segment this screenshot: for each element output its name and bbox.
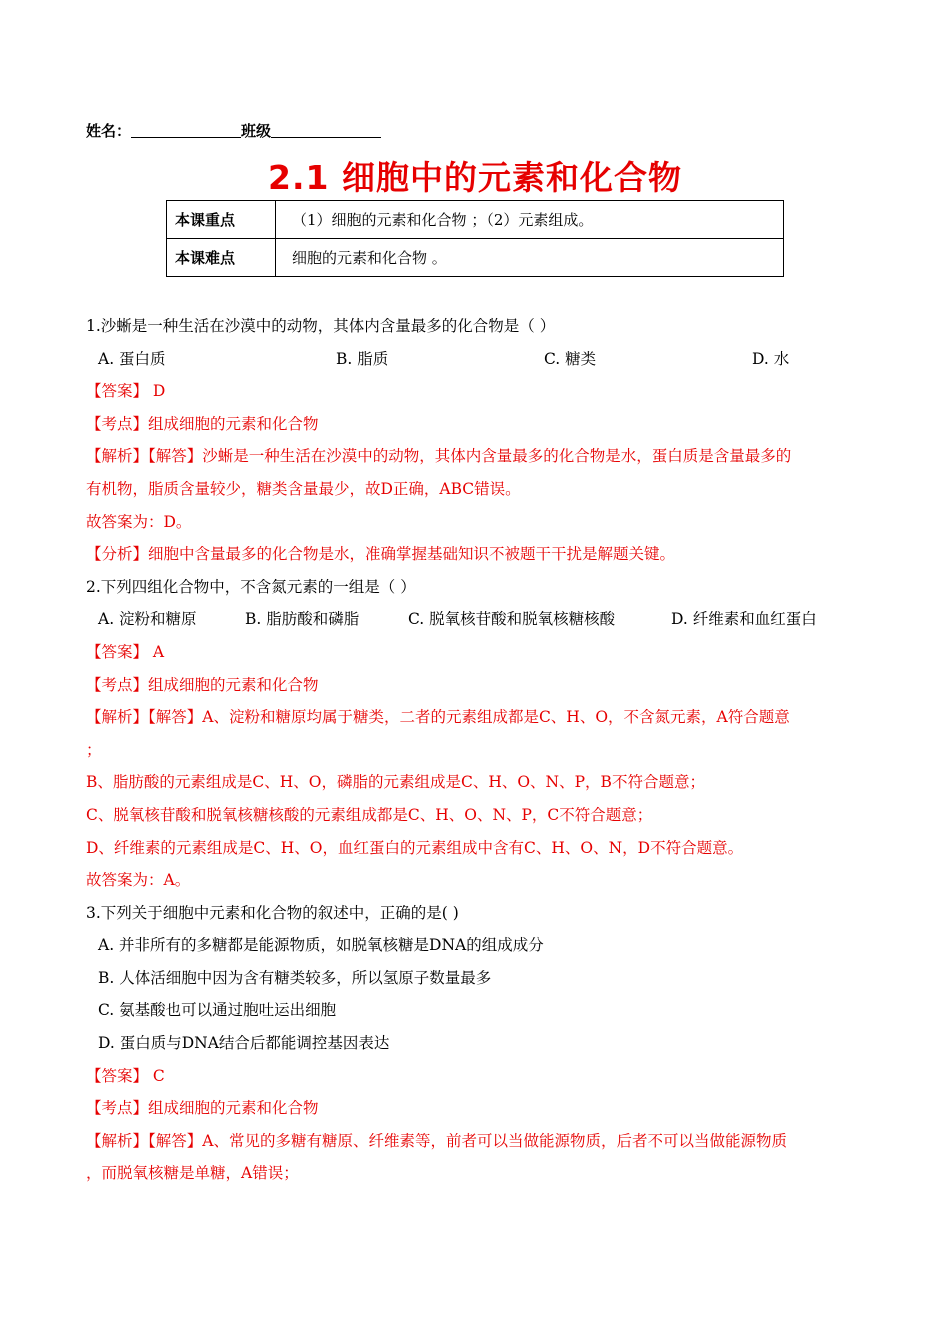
q1-option-b: B. 脂质 xyxy=(336,349,389,368)
q3-point: 【考点】组成细胞的元素和化合物 xyxy=(86,1099,319,1118)
q2-option-a: A. 淀粉和糖原 xyxy=(98,610,197,629)
q2-analysis-line: D、纤维素的元素组成是C、H、O，血红蛋白的元素组成中含有C、H、O、N，D不符合题意。 xyxy=(86,838,744,857)
q3-option-b: B. 人体活细胞中因为含有糖类较多，所以氢原子数量最多 xyxy=(98,968,492,987)
q2-point: 【考点】组成细胞的元素和化合物 xyxy=(86,675,319,694)
q3-stem: 3.下列关于细胞中元素和化合物的叙述中，正确的是( ) xyxy=(86,903,459,922)
q1-comment: 【分析】细胞中含量最多的化合物是水，准确掌握基础知识不被题干干扰是解题关键。 xyxy=(86,545,676,564)
q1-option-d: D. 水 xyxy=(752,349,790,368)
student-info-line xyxy=(86,120,381,141)
q3-option-c: C. 氨基酸也可以通过胞吐运出细胞 xyxy=(98,1001,337,1020)
q2-analysis-line: 【解析】【解答】A、淀粉和糖原均属于糖类，二者的元素组成都是C、H、O，不含氮元素，A符合题意 xyxy=(86,708,790,727)
q2-answer: 【答案】 A xyxy=(86,642,165,661)
q2-option-c: C. 脱氧核苷酸和脱氧核糖核酸 xyxy=(408,610,616,629)
name-blank xyxy=(131,123,241,138)
q2-option-d: D. 纤维素和血红蛋白 xyxy=(671,610,817,629)
q3-option-d: D. 蛋白质与DNA结合后都能调控基因表达 xyxy=(98,1034,390,1053)
q3-analysis-line: ，而脱氧核糖是单糖，A错误； xyxy=(86,1164,299,1183)
lesson-title: 2.1 细胞中的元素和化合物 xyxy=(268,158,682,197)
q2-analysis-line: C、脱氧核苷酸和脱氧核糖核酸的元素组成都是C、H、O、N、P，C不符合题意； xyxy=(86,805,653,824)
q1-analysis-line: 有机物，脂质含量较少，糖类含量最少，故D正确，ABC错误。 xyxy=(86,479,521,498)
key-row xyxy=(167,201,784,239)
key-point-label: 本课重点 xyxy=(167,201,276,239)
lesson-key-table xyxy=(166,200,784,277)
class-label: 班级 xyxy=(241,122,272,140)
q1-conclusion: 故答案为：D。 xyxy=(86,512,192,531)
class-blank xyxy=(271,123,381,138)
q1-point: 【考点】组成细胞的元素和化合物 xyxy=(86,414,319,433)
difficulty-value: 细胞的元素和化合物 。 xyxy=(276,239,784,277)
name-label: 姓名： xyxy=(86,122,132,140)
q2-conclusion: 故答案为：A。 xyxy=(86,871,191,890)
q1-option-c: C. 糖类 xyxy=(544,349,597,368)
questions-content xyxy=(86,310,866,1190)
q2-options xyxy=(86,603,866,636)
q3-option-a: A. 并非所有的多糖都是能源物质，如脱氧核糖是DNA的组成成分 xyxy=(98,936,544,955)
q2-analysis-line: ； xyxy=(86,740,102,759)
key-point-value: （1）细胞的元素和化合物 ；（2）元素组成。 xyxy=(276,201,784,239)
q2-analysis-line: B、脂肪酸的元素组成是C、H、O，磷脂的元素组成是C、H、O、N、P，B不符合题意； xyxy=(86,773,705,792)
q3-answer: 【答案】 C xyxy=(86,1066,165,1085)
q2-stem: 2.下列四组化合物中，不含氮元素的一组是（ ） xyxy=(86,577,416,596)
q1-answer: 【答案】 D xyxy=(86,382,166,401)
q2-option-b: B. 脂肪酸和磷脂 xyxy=(245,610,360,629)
q1-options xyxy=(86,343,866,376)
q1-stem: 1.沙蜥是一种生活在沙漠中的动物，其体内含量最多的化合物是（ ） xyxy=(86,317,556,335)
q1-option-a: A. 蛋白质 xyxy=(98,349,166,368)
q3-analysis-line: 【解析】【解答】A、常见的多糖有糖原、纤维素等，前者可以当做能源物质，后者不可以当做能源物质 xyxy=(86,1131,787,1150)
key-row xyxy=(167,239,784,277)
difficulty-label: 本课难点 xyxy=(167,239,276,277)
q1-analysis-line: 【解析】【解答】沙蜥是一种生活在沙漠中的动物，其体内含量最多的化合物是水，蛋白质是含量最多的 xyxy=(86,447,792,466)
